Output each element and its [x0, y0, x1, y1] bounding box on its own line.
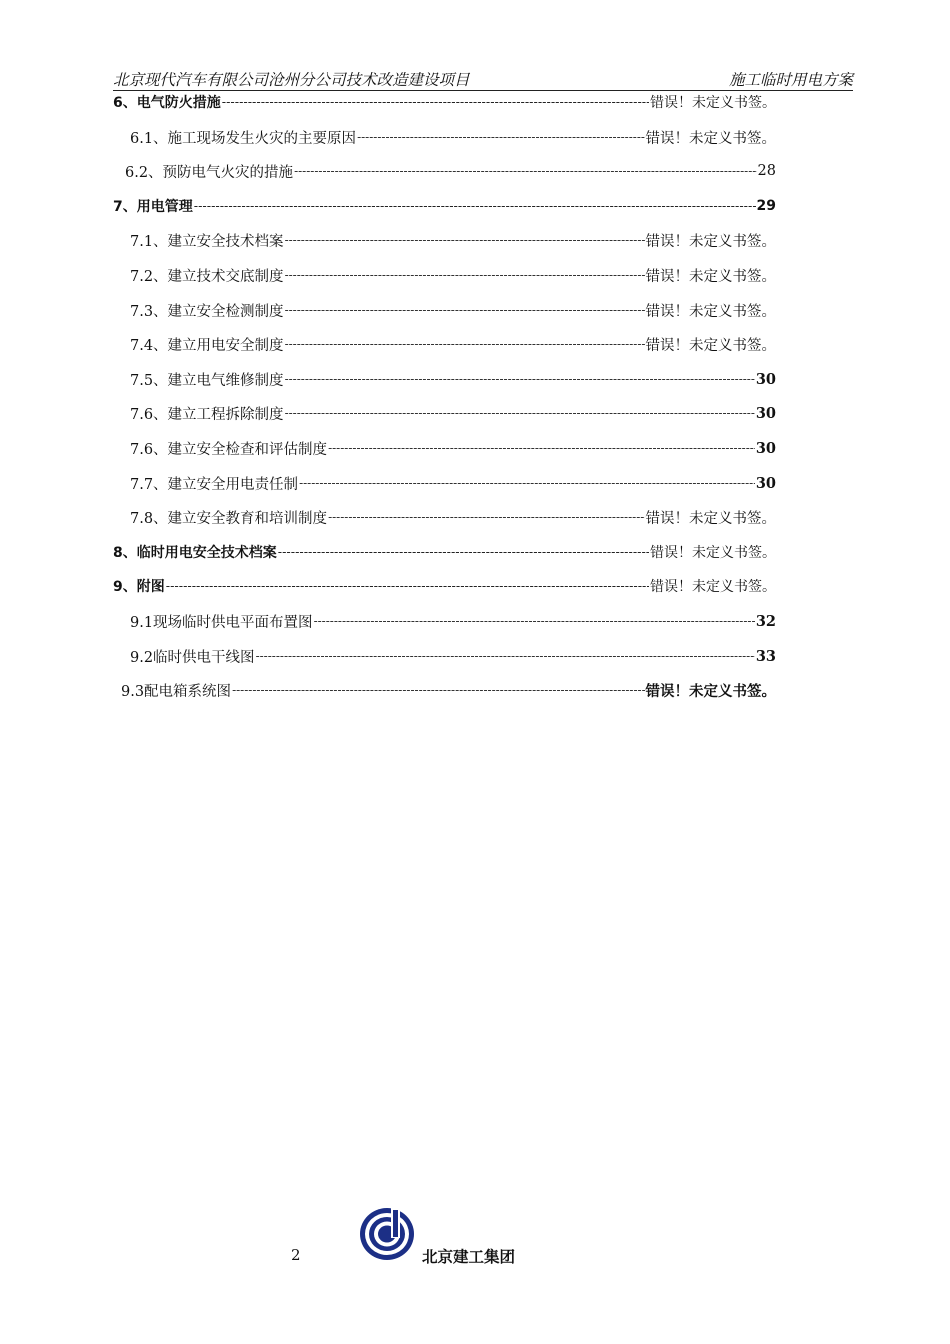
- page-number: 2: [291, 1246, 301, 1264]
- toc-entry-page: 错误！未定义书签。: [645, 130, 776, 147]
- toc-entry-page: 错误！未定义书签。: [645, 303, 776, 320]
- toc-entry-title: 7.3、建立安全检测制度: [130, 303, 284, 320]
- toc-entry[interactable]: [113, 90, 776, 114]
- toc-entry-title: 6.2、预防电气火灾的措施: [125, 164, 294, 181]
- page-header: [113, 68, 853, 91]
- toc-entry-title: 6.1、施工现场发生火灾的主要原因: [130, 130, 357, 147]
- toc-entry-title: 7.7、建立安全用电责任制: [130, 476, 299, 493]
- toc-entry[interactable]: [113, 574, 776, 598]
- bjcg-logo-icon: [358, 1206, 416, 1262]
- toc-entry-page: 错误！未定义书签。: [650, 579, 776, 595]
- toc-entry-page: 错误！未定义书签。: [645, 233, 776, 250]
- toc-entry-title: 9.1现场临时供电平面布置图: [130, 614, 313, 631]
- toc-leader-dots: [285, 228, 645, 252]
- toc-entry[interactable]: [130, 228, 776, 252]
- toc-entry-title: 7.8、建立安全教育和培训制度: [130, 510, 328, 527]
- toc-entry-title: 7.5、建立电气维修制度: [130, 372, 284, 389]
- organization-name: 北京建工集团: [422, 1248, 516, 1266]
- toc-entry-page: 错误！未定义书签。: [645, 268, 776, 285]
- toc-entry[interactable]: [130, 367, 776, 391]
- toc-entry[interactable]: [130, 471, 776, 495]
- toc-leader-dots: [278, 540, 649, 564]
- toc-entry[interactable]: [130, 436, 776, 460]
- toc-entry-page: 错误！未定义书签。: [650, 545, 776, 561]
- toc-entry-page: 30: [755, 474, 776, 492]
- toc-entry-title: 7.1、建立安全技术档案: [130, 233, 284, 250]
- toc-leader-dots: [285, 263, 645, 287]
- toc-entry-title: 7.6、建立工程拆除制度: [130, 406, 284, 423]
- toc-leader-dots: [222, 90, 649, 114]
- toc-leader-dots: [285, 298, 645, 322]
- toc-entry-title: 9.3配电箱系统图: [121, 683, 232, 700]
- toc-entry-page: 28: [757, 163, 776, 179]
- toc-leader-dots: [285, 367, 755, 391]
- toc-entry[interactable]: [130, 505, 776, 529]
- toc-leader-dots: [314, 609, 755, 633]
- toc-leader-dots: [328, 436, 755, 460]
- toc-entry-page: 30: [755, 404, 776, 422]
- toc-leader-dots: [256, 644, 755, 668]
- header-project-title: 北京现代汽车有限公司沧州分公司技术改造建设项目: [113, 71, 470, 89]
- header-document-title: 施工临时用电方案: [728, 71, 853, 89]
- toc-entry-page: 30: [755, 370, 776, 388]
- toc-leader-dots: [328, 505, 644, 529]
- toc-entry-title: 8、临时用电安全技术档案: [113, 545, 277, 561]
- toc-entry-page: 32: [755, 612, 776, 630]
- toc-entry-title: 7.6、建立安全检查和评估制度: [130, 441, 328, 458]
- toc-leader-dots: [285, 332, 645, 356]
- toc-leader-dots: [285, 401, 755, 425]
- toc-leader-dots: [294, 159, 756, 183]
- toc-leader-dots: [299, 471, 755, 495]
- toc-leader-dots: [194, 194, 756, 218]
- toc-entry[interactable]: [130, 263, 776, 287]
- toc-entry[interactable]: [130, 401, 776, 425]
- toc-entry-page: 错误！未定义书签。: [645, 510, 776, 527]
- toc-entry-page: 错误！未定义书签。: [650, 95, 776, 111]
- toc-entry-page: 错误！未定义书签。: [645, 683, 776, 700]
- toc-entry[interactable]: [130, 609, 776, 633]
- toc-entry-title: 7、用电管理: [113, 199, 193, 215]
- toc-entry-page: 33: [755, 647, 776, 665]
- toc-entry[interactable]: [130, 125, 776, 149]
- toc-entry-title: 9、附图: [113, 579, 165, 595]
- toc-entry[interactable]: [130, 644, 776, 668]
- toc-entry[interactable]: [125, 159, 776, 183]
- toc-entry-page: 错误！未定义书签。: [645, 337, 776, 354]
- toc-entry-title: 9.2临时供电干线图: [130, 649, 255, 666]
- toc-entry[interactable]: [121, 678, 776, 702]
- toc-entry-title: 7.2、建立技术交底制度: [130, 268, 284, 285]
- toc-leader-dots: [357, 125, 644, 149]
- toc-entry-page: 30: [755, 439, 776, 457]
- toc-entry[interactable]: [113, 540, 776, 564]
- toc-entry-page: 29: [756, 198, 776, 214]
- toc-entry-title: 7.4、建立用电安全制度: [130, 337, 284, 354]
- toc-entry[interactable]: [113, 194, 776, 218]
- toc-leader-dots: [232, 678, 644, 702]
- toc-entry[interactable]: [130, 332, 776, 356]
- toc-entry-title: 6、电气防火措施: [113, 95, 221, 111]
- toc-entry[interactable]: [130, 298, 776, 322]
- toc-leader-dots: [166, 574, 649, 598]
